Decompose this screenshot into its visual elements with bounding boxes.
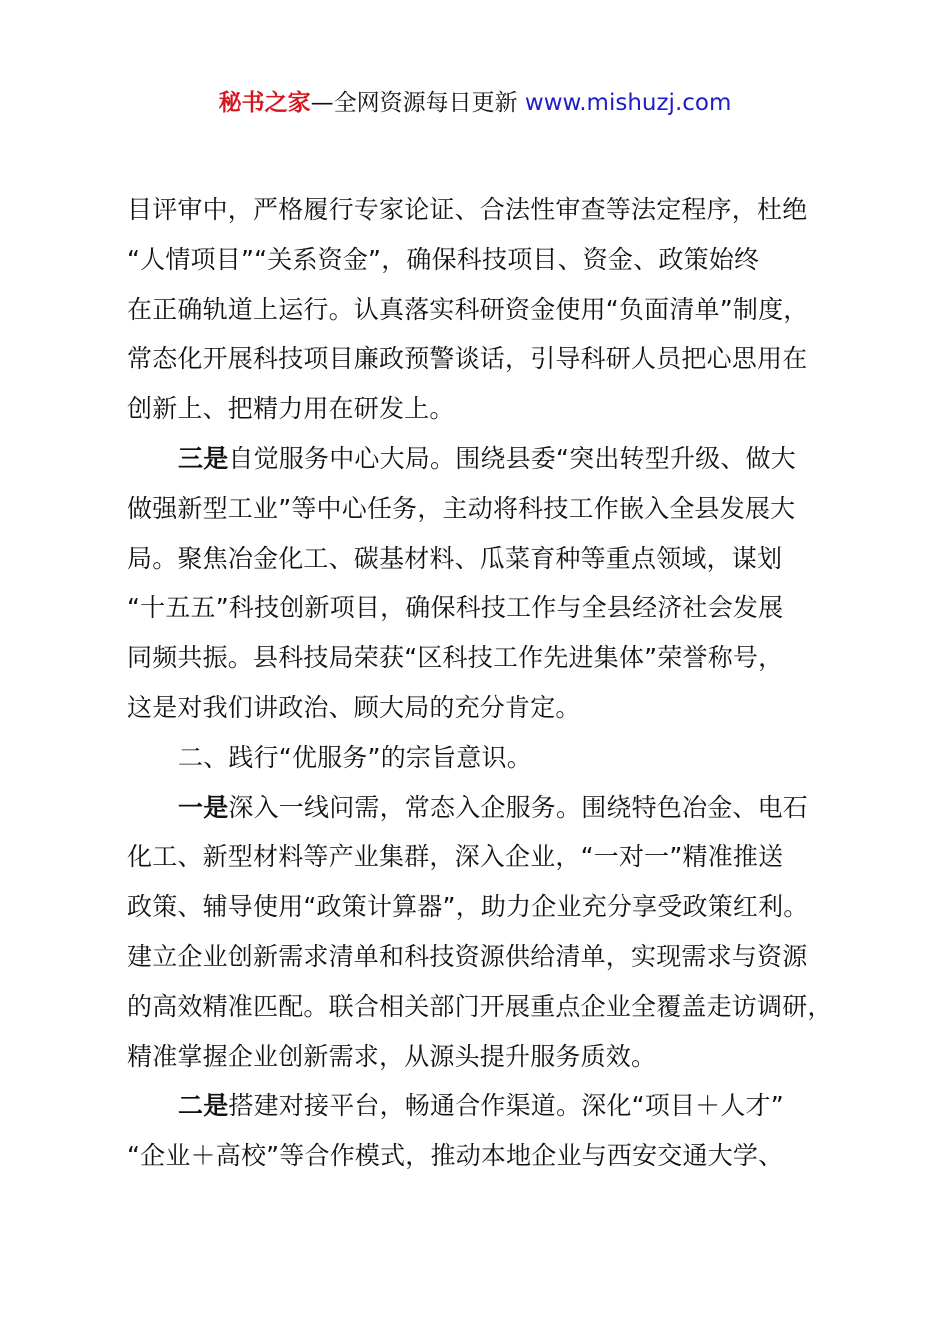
site-brand: 秘书之家 [218,90,311,116]
paragraph-lead: 二是 [178,1091,229,1121]
paragraph-lead: 一是 [178,792,229,822]
text-span: 深入一线问需，常态入企服务。围绕特色冶金、电石 [228,792,809,822]
text-line: “人情项目”“关系资金”，确保科技项目、资金、政策始终 [127,244,760,274]
text-line: 化工、新型材料等产业集群，深入企业，“一对一”精准推送 [127,842,784,872]
paragraph-continuation [127,185,857,434]
section-heading: 二、践行“优服务”的宗旨意识。 [178,742,532,772]
text-line-first [127,783,857,833]
paragraph-frontline [127,783,857,1082]
text-span: 搭建对接平台，畅通合作渠道。深化“项目＋人才” [228,1091,784,1121]
text-line: 的高效精准匹配。联合相关部门开展重点企业全覆盖走访调研， [127,991,833,1021]
text-span: 自觉服务中心大局。围绕县委“突出转型升级、做大 [228,443,796,473]
paragraph-lead: 三是 [178,443,229,473]
text-line: 政策、辅导使用“政策计算器”，助力企业充分享受政策红利。 [127,892,809,922]
text-line: 创新上、把精力用在研发上。 [127,394,455,424]
paragraph-serve-center [127,434,857,733]
text-line: “十五五”科技创新项目，确保科技工作与全县经济社会发展 [127,593,784,623]
text-line: 在正确轨道上运行。认真落实科研资金使用“负面清单”制度， [127,294,809,324]
document-body [127,185,857,1181]
text-line: 局。聚焦冶金化工、碳基材料、瓜菜育种等重点领域，谋划 [127,543,783,573]
text-line: 目评审中，严格履行专家论证、合法性审查等法定程序，杜绝 [127,195,808,224]
text-line: 常态化开展科技项目廉政预警谈话，引导科研人员把心思用在 [127,344,808,374]
text-line: 同频共振。县科技局荣获“区科技工作先进集体”荣誉称号， [127,643,784,673]
text-line-first [127,1081,857,1131]
site-url: www.mishuzj.com [517,90,732,116]
text-line: 精准掌握企业创新需求，从源头提升服务质效。 [127,1041,657,1071]
text-line: “企业＋高校”等合作模式，推动本地企业与西安交通大学、 [127,1141,784,1171]
text-line: 做强新型工业”等中心任务，主动将科技工作嵌入全县发展大 [127,493,796,523]
site-tagline: —全网资源每日更新 [310,90,518,116]
paragraph-platform [127,1081,857,1181]
text-line: 这是对我们讲政治、顾大局的充分肯定。 [127,692,581,722]
text-line: 建立企业创新需求清单和科技资源供给清单，实现需求与资源 [127,941,808,971]
site-watermark-header [0,86,950,120]
text-line-first [127,434,857,484]
